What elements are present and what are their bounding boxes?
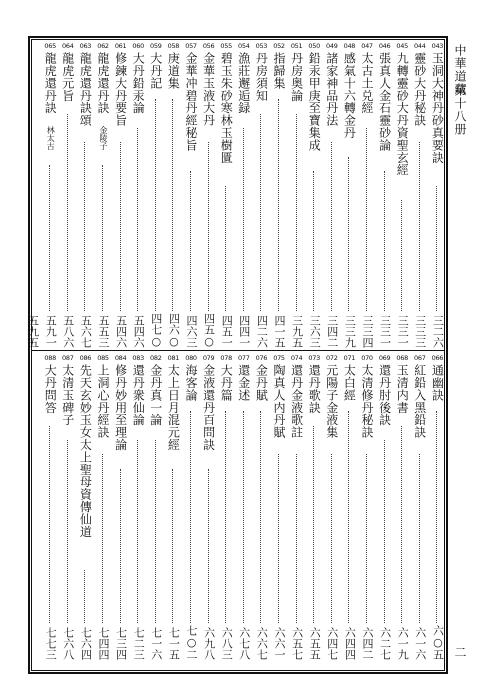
leader-dots xyxy=(243,411,244,623)
entry-page-number: 三三四 xyxy=(361,315,374,348)
leader-dots xyxy=(313,171,314,311)
entry-page-number: 五九五 xyxy=(26,315,40,348)
entry-title: 修鍊大丹要旨 xyxy=(113,52,128,127)
leader-dots xyxy=(366,128,367,311)
entry-title: 海客論 xyxy=(184,364,198,402)
leader-dots xyxy=(419,454,420,623)
entry-page-number: 三二六 xyxy=(431,315,445,348)
entry-title: 元陽子金液集 xyxy=(324,364,339,439)
entry-page-number: 四五一 xyxy=(220,315,234,348)
entry-page-number: 五四六 xyxy=(132,315,146,348)
leader-dots xyxy=(102,454,103,623)
entry-number: 074 xyxy=(290,354,303,362)
entry-page-number: 五五三 xyxy=(97,315,110,348)
entry-title: 大丹篇 xyxy=(219,364,234,402)
leader-dots xyxy=(436,186,437,311)
leader-dots xyxy=(155,99,156,311)
entry-page-number: 四五○ xyxy=(202,313,216,348)
entry-number: 086 xyxy=(79,354,92,362)
entry-number: 077 xyxy=(238,354,250,362)
entry-page-number: 六九八 xyxy=(202,627,216,660)
entry-page-number: 五八六 xyxy=(61,315,75,348)
entry-number: 087 xyxy=(62,354,74,362)
entry-page-number: 三四二 xyxy=(325,315,339,348)
entry-title: 龍虎還丹訣 xyxy=(43,52,58,114)
leader-dots xyxy=(313,426,314,623)
entry-page-number: 六六一 xyxy=(273,627,286,660)
entry-page-number: 六七八 xyxy=(237,627,251,660)
entry-title: 丹房須知 xyxy=(254,52,269,102)
leader-dots xyxy=(419,142,420,311)
entry-number: 067 xyxy=(414,354,426,362)
entry-page-number: 五六七 xyxy=(79,315,93,348)
leader-dots xyxy=(384,440,385,623)
entry-number: 055 xyxy=(220,42,232,50)
entry-number: 069 xyxy=(378,354,391,362)
entry-number: 046 xyxy=(378,42,391,50)
leader-dots xyxy=(348,157,349,311)
entry-page-number: 六○五 xyxy=(431,625,445,660)
entry-page-number: 七四四 xyxy=(97,627,110,660)
entry-page-number: 三三三 xyxy=(413,315,427,348)
entry-number: 068 xyxy=(396,354,408,362)
entry-number: 063 xyxy=(79,42,92,50)
toc-entry xyxy=(39,354,61,660)
leader-dots xyxy=(120,469,121,623)
entry-title: 金丹賦 xyxy=(254,364,269,402)
leader-dots xyxy=(137,128,138,311)
entry-number: 048 xyxy=(343,42,356,50)
entry-title: 太清修丹秘訣 xyxy=(360,364,374,439)
entry-number: 053 xyxy=(255,42,268,50)
entry-page-number: 四六○ xyxy=(167,313,181,348)
leader-dots xyxy=(401,426,402,623)
entry-page-number: 三三一 xyxy=(378,315,392,348)
entry-number: 070 xyxy=(361,354,373,362)
entry-number: 081 xyxy=(167,354,180,362)
entry-number: 085 xyxy=(97,354,109,362)
entry-page-number: 六五五 xyxy=(308,627,322,660)
leader-dots xyxy=(208,469,209,623)
entry-title: 紅鉛入黑鉛訣 xyxy=(412,364,427,439)
entry-page-number: 三九五 xyxy=(290,315,304,348)
entry-number: 054 xyxy=(238,42,250,50)
entry-number: 062 xyxy=(97,42,109,50)
volume-label: 第十八册 xyxy=(453,84,467,136)
entry-title: 還金述 xyxy=(236,364,251,402)
entry-page-number: 六一九 xyxy=(396,627,410,660)
collection-title: 中華道藏 xyxy=(453,44,467,96)
entry-number: 078 xyxy=(220,354,232,362)
entry-page-number: 六四七 xyxy=(325,627,339,660)
entry-title: 張真人金石靈砂論 xyxy=(377,52,392,152)
entry-number: 049 xyxy=(326,42,338,50)
entry-title: 太上日月混元經 xyxy=(166,364,181,451)
leader-dots xyxy=(172,99,173,311)
leader-dots xyxy=(102,165,103,311)
entry-title: 太古土兑經 xyxy=(360,52,374,114)
entry-number: 080 xyxy=(185,354,197,362)
entry-page-number: 六五七 xyxy=(290,627,304,660)
toc-entry xyxy=(22,42,44,348)
entry-number: 059 xyxy=(150,42,162,50)
entry-number: 073 xyxy=(308,354,320,362)
leader-dots xyxy=(225,186,226,311)
entry-title: 玉清内書 xyxy=(395,364,410,414)
entry-page-number: 六八三 xyxy=(220,627,234,660)
entry-page-number: 七一六 xyxy=(149,627,163,660)
entry-title: 九轉靈砂大丹資聖玄經 xyxy=(395,52,410,176)
entry-number: 076 xyxy=(255,354,268,362)
entry-title: 太白經 xyxy=(342,364,357,402)
entry-page-number: 四四一 xyxy=(237,315,251,348)
leader-dots xyxy=(401,200,402,311)
entry-page-number: 七六四 xyxy=(79,627,93,660)
entry-number: 045 xyxy=(396,42,408,50)
entry-title: 鉛汞甲庚至寶集成 xyxy=(307,52,322,152)
entry-title: 龍虎還丹訣頌 xyxy=(78,52,93,127)
leader-dots xyxy=(67,440,68,623)
entry-number: 079 xyxy=(202,354,215,362)
leader-dots xyxy=(49,426,50,623)
leader-dots xyxy=(366,454,367,623)
entry-number: 072 xyxy=(326,354,338,362)
entry-page-number: 四七○ xyxy=(149,313,163,348)
entry-title: 庚道集 xyxy=(166,52,181,90)
entry-page-number: 七六八 xyxy=(61,627,75,660)
leader-dots xyxy=(278,99,279,311)
entry-title: 大丹問答 xyxy=(43,364,58,414)
entry-author-note: 林太古 xyxy=(46,126,56,150)
entry-number: 082 xyxy=(150,354,162,362)
entry-page-number: 四二六 xyxy=(255,315,269,348)
leader-dots xyxy=(436,411,437,623)
entry-page-number: 三三九 xyxy=(343,315,357,348)
entry-title: 指歸集 xyxy=(272,52,286,90)
entry-title: 還丹金液歌註 xyxy=(289,364,304,439)
leader-dots xyxy=(67,114,68,311)
entry-title: 玉洞大神丹砂真要訣 xyxy=(430,52,445,164)
entry-page-number: 六一六 xyxy=(413,627,427,660)
leader-dots xyxy=(331,454,332,623)
leader-dots xyxy=(208,142,209,311)
leader-dots xyxy=(84,142,85,311)
entry-number: 051 xyxy=(290,42,303,50)
entry-title: 碧玉朱砂寒林玉樹匱 xyxy=(219,52,234,164)
entry-number: 058 xyxy=(167,42,180,50)
entry-number: 071 xyxy=(343,354,356,362)
entry-title: 金液還丹百問訣 xyxy=(201,364,216,451)
entry-page-number: 四六三 xyxy=(185,315,198,348)
page-number: 二 xyxy=(453,646,467,658)
leader-dots xyxy=(120,142,121,311)
entry-number: 083 xyxy=(132,354,144,362)
entry-title: 漁莊邂逅録 xyxy=(236,52,251,114)
entry-title: 金華冲碧丹經秘旨 xyxy=(184,52,198,152)
entry-page-number: 七○二 xyxy=(185,625,198,660)
entry-title: 龍虎還丹訣 xyxy=(96,52,110,114)
entry-title: 還丹歌訣 xyxy=(307,364,322,414)
entry-title: 丹房奥論 xyxy=(289,52,304,102)
entry-page-number: 五四六 xyxy=(114,315,128,348)
leader-dots xyxy=(155,440,156,623)
entry-title: 靈砂大丹秘訣 xyxy=(412,52,427,127)
entry-number: 043 xyxy=(431,42,444,50)
entry-title: 還丹衆仙論 xyxy=(131,364,146,426)
leader-dots xyxy=(84,570,85,623)
entry-title: 諸家神品丹法 xyxy=(324,52,339,127)
entry-page-number: 七三四 xyxy=(114,627,128,660)
entry-title: 龍虎元旨 xyxy=(60,52,75,102)
entry-number: 057 xyxy=(185,42,197,50)
entry-number: 052 xyxy=(273,42,285,50)
leader-dots xyxy=(137,440,138,623)
leader-dots xyxy=(296,454,297,623)
entry-page-number: 五九一 xyxy=(44,315,58,348)
leader-dots xyxy=(260,114,261,311)
entry-page-number: 七二三 xyxy=(132,627,146,660)
entry-number: 064 xyxy=(62,42,74,50)
leader-dots xyxy=(225,411,226,623)
entry-number: 088 xyxy=(44,354,56,362)
leader-dots xyxy=(348,411,349,623)
entry-page-number: 四一五 xyxy=(273,315,286,348)
entry-title: 先天玄妙玉女太上聖母資傳仙道 xyxy=(78,364,93,538)
entry-page-number: 六二七 xyxy=(378,627,392,660)
entry-title: 金華玉液大丹 xyxy=(201,52,216,127)
entry-page-number: 三六三 xyxy=(308,315,322,348)
entry-page-number: 六四二 xyxy=(361,627,374,660)
entry-number: 044 xyxy=(414,42,426,50)
entry-title: 太清玉碑子 xyxy=(60,364,75,426)
leader-dots xyxy=(296,114,297,311)
running-header xyxy=(449,44,471,664)
entry-title: 修丹妙用至理論 xyxy=(113,364,128,451)
entry-number: 066 xyxy=(431,354,444,362)
leader-dots xyxy=(331,142,332,311)
leader-dots xyxy=(384,171,385,311)
entry-number: 061 xyxy=(114,42,127,50)
entry-page-number: 七七三 xyxy=(44,627,58,660)
leader-dots xyxy=(49,165,50,311)
leader-dots xyxy=(190,411,191,623)
entry-title: 大丹鉛汞論 xyxy=(131,52,146,114)
leader-dots xyxy=(278,454,279,623)
entry-title: 上洞心丹經訣 xyxy=(96,364,110,439)
entry-number: 050 xyxy=(308,42,320,50)
entry-title: 還丹肘後訣 xyxy=(377,364,392,426)
entry-number: 075 xyxy=(273,354,285,362)
entry-title: 金丹真一論 xyxy=(148,364,163,426)
leader-dots xyxy=(172,469,173,623)
leader-dots xyxy=(260,411,261,623)
entry-title: 陶真人内丹賦 xyxy=(272,364,286,439)
entry-page-number: 三三一 xyxy=(396,315,410,348)
entry-number: 056 xyxy=(202,42,215,50)
entry-number: 084 xyxy=(114,354,127,362)
entry-author-note: 金陵子 xyxy=(99,126,108,150)
entry-number: 047 xyxy=(361,42,373,50)
entry-number: 060 xyxy=(132,42,144,50)
entry-title: 大丹記 xyxy=(148,52,163,90)
entry-page-number: 六四四 xyxy=(343,627,357,660)
entry-page-number: 六六七 xyxy=(255,627,269,660)
entry-title: 感氣十六轉金丹 xyxy=(342,52,357,139)
entry-title: 通幽訣 xyxy=(430,364,445,402)
leader-dots xyxy=(190,171,191,311)
leader-dots xyxy=(243,128,244,311)
entry-number: 065 xyxy=(44,42,56,50)
entry-page-number: 七一五 xyxy=(167,627,181,660)
register-divider xyxy=(31,350,445,351)
